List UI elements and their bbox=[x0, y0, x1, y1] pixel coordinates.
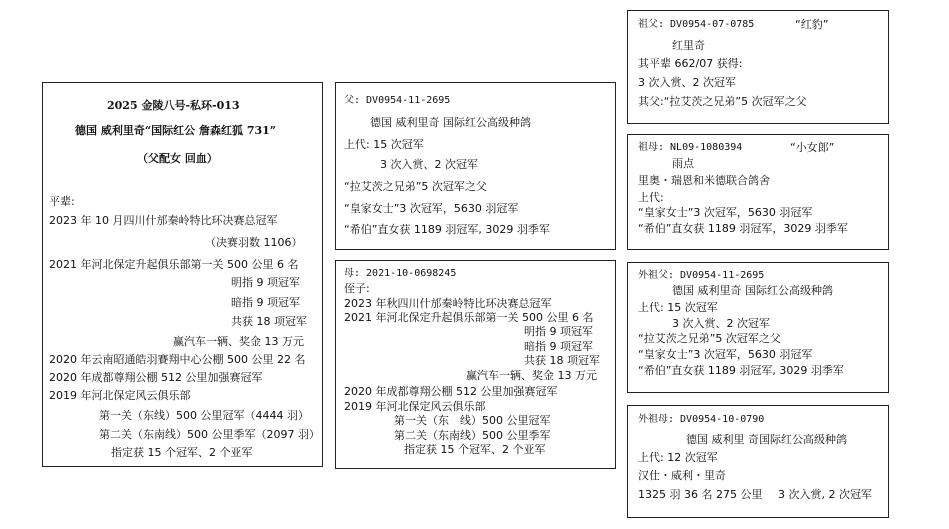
maternal-grandsire-line: “希伯”直女获 1189 羽冠军, 3029 羽季军 bbox=[638, 364, 844, 377]
dam-line: 侄子: bbox=[344, 282, 370, 295]
subject-line: 暗指 9 项冠军 bbox=[231, 296, 300, 309]
subject-ring-number: 2025 金陵八号-私环-013 bbox=[107, 99, 240, 112]
sire-line: 3 次入赏、2 次冠军 bbox=[380, 158, 478, 171]
subject-line: （决赛羽数 1106） bbox=[205, 236, 303, 249]
maternal-granddam-line: 1325 羽 36 名 275 公里 bbox=[638, 488, 763, 501]
maternal-granddam-ring-number: 外祖母: DV0954-10-0790 bbox=[638, 414, 765, 425]
granddam-line: 雨点 bbox=[672, 157, 694, 170]
granddam-card bbox=[627, 134, 889, 250]
sire-ring-number: 父: DV0954-11-2695 bbox=[344, 95, 451, 106]
subject-name: 德国 威利里奇“国际红公 詹森红狐 731” bbox=[75, 124, 277, 137]
maternal-grandsire-line: 德国 威利里奇 国际红公高级种鸽 bbox=[672, 284, 833, 297]
sire-line: “皇家女士”3 次冠军，5630 羽冠军 bbox=[344, 202, 519, 215]
dam-line: 共获 18 项冠军 bbox=[524, 354, 600, 367]
maternal-granddam-line: 上代: 12 次冠军 bbox=[638, 451, 718, 464]
subject-line: 2019 年河北保定风云俱乐部 bbox=[49, 389, 191, 402]
grandsire-ring-number: 祖父: DV0954-07-0785 bbox=[638, 19, 755, 30]
subject-line: 2021 年河北保定升起俱乐部第一关 500 公里 6 名 bbox=[49, 258, 299, 271]
sire-card bbox=[335, 82, 616, 250]
sire-line: 上代: 15 次冠军 bbox=[344, 138, 424, 151]
dam-line: 2021 年河北保定升起俱乐部第一关 500 公里 6 名 bbox=[344, 311, 594, 324]
sire-line: “拉艾茨之兄弟”5 次冠军之父 bbox=[344, 180, 487, 193]
maternal-granddam-card bbox=[627, 405, 889, 518]
dam-line: 2020 年成都尊翔公棚 512 公里加强赛冠军 bbox=[344, 385, 558, 398]
subject-line: 明指 9 项冠军 bbox=[231, 276, 300, 289]
dam-card bbox=[335, 260, 616, 469]
granddam-line: 里奥・瑞恩和米德联合鸽舍 bbox=[638, 174, 770, 187]
dam-line: 暗指 9 项冠军 bbox=[524, 340, 593, 353]
granddam-nickname: “小女郎” bbox=[790, 141, 835, 154]
maternal-granddam-line: 汉仕・威利・里奇 bbox=[638, 469, 726, 482]
granddam-ring-number: 祖母: NL09-1080394 bbox=[638, 142, 743, 153]
subject-line: 2020 年云南昭通皓羽賽翔中心公棚 500 公里 22 名 bbox=[49, 353, 306, 366]
subject-line: 指定获 15 个冠军、2 个亚军 bbox=[111, 446, 253, 459]
maternal-grandsire-ring-number: 外祖父: DV0954-11-2695 bbox=[638, 270, 765, 281]
grandsire-line: 其平辈 662/07 获得: bbox=[638, 57, 743, 70]
subject-line: 2020 年成都尊翔公棚 512 公里加强赛冠军 bbox=[49, 371, 263, 384]
maternal-grandsire-line: “拉艾茨之兄弟”5 次冠军之父 bbox=[638, 332, 781, 345]
sire-line: 德国 威利里奇 国际红公高级种鸽 bbox=[370, 116, 531, 129]
sire-line: “希伯”直女获 1189 羽冠军, 3029 羽季军 bbox=[344, 223, 550, 236]
dam-line: 指定获 15 个冠军、2 个亚军 bbox=[404, 443, 546, 456]
granddam-line: 上代: bbox=[638, 191, 664, 204]
dam-line: 第一关（东 线）500 公里冠军 bbox=[394, 414, 551, 427]
subject-line: 2023 年 10 月四川什邡秦岭特比环决赛总冠军 bbox=[49, 214, 278, 227]
grandsire-line: 其父:“拉艾茨之兄弟”5 次冠军之父 bbox=[638, 95, 807, 108]
dam-line: 明指 9 项冠军 bbox=[524, 325, 593, 338]
maternal-granddam-line: 3 次入赏, 2 次冠军 bbox=[778, 488, 872, 501]
maternal-grandsire-card bbox=[627, 262, 889, 393]
maternal-grandsire-line: 上代: 15 次冠军 bbox=[638, 301, 718, 314]
maternal-grandsire-line: “皇家女士”3 次冠军，5630 羽冠军 bbox=[638, 348, 813, 361]
subject-line: 赢汽车一辆、奖金 13 万元 bbox=[173, 335, 304, 348]
granddam-line: “希伯”直女获 1189 羽冠军，3029 羽季军 bbox=[638, 222, 848, 235]
subject-line: 第一关（东线）500 公里冠军（4444 羽） bbox=[99, 409, 309, 422]
dam-line: 2023 年秋四川什邡秦岭特比环决赛总冠军 bbox=[344, 297, 552, 310]
maternal-grandsire-line: 3 次入赏、2 次冠军 bbox=[672, 317, 770, 330]
subject-card bbox=[42, 82, 323, 467]
grandsire-nickname: “红豹” bbox=[795, 18, 829, 31]
subject-breeding-note: （父配女 回血） bbox=[137, 152, 218, 165]
dam-line: 第二关（东南线）500 公里季军 bbox=[394, 429, 551, 442]
maternal-granddam-line: 德国 威利里 奇国际红公高级种鸽 bbox=[686, 433, 847, 446]
grandsire-line: 红里奇 bbox=[672, 39, 705, 52]
subject-siblings-heading: 平辈: bbox=[49, 195, 75, 208]
dam-line: 2019 年河北保定风云俱乐部 bbox=[344, 400, 486, 413]
grandsire-line: 3 次入赏、2 次冠军 bbox=[638, 76, 736, 89]
dam-ring-number: 母: 2021-10-0698245 bbox=[344, 268, 457, 279]
granddam-line: “皇家女士”3 次冠军，5630 羽冠军 bbox=[638, 206, 813, 219]
subject-line: 共获 18 项冠军 bbox=[231, 315, 307, 328]
subject-line: 第二关（东南线）500 公里季军（2097 羽） bbox=[99, 428, 320, 441]
grandsire-card bbox=[627, 10, 889, 124]
dam-line: 赢汽车一辆、奖金 13 万元 bbox=[466, 369, 597, 382]
